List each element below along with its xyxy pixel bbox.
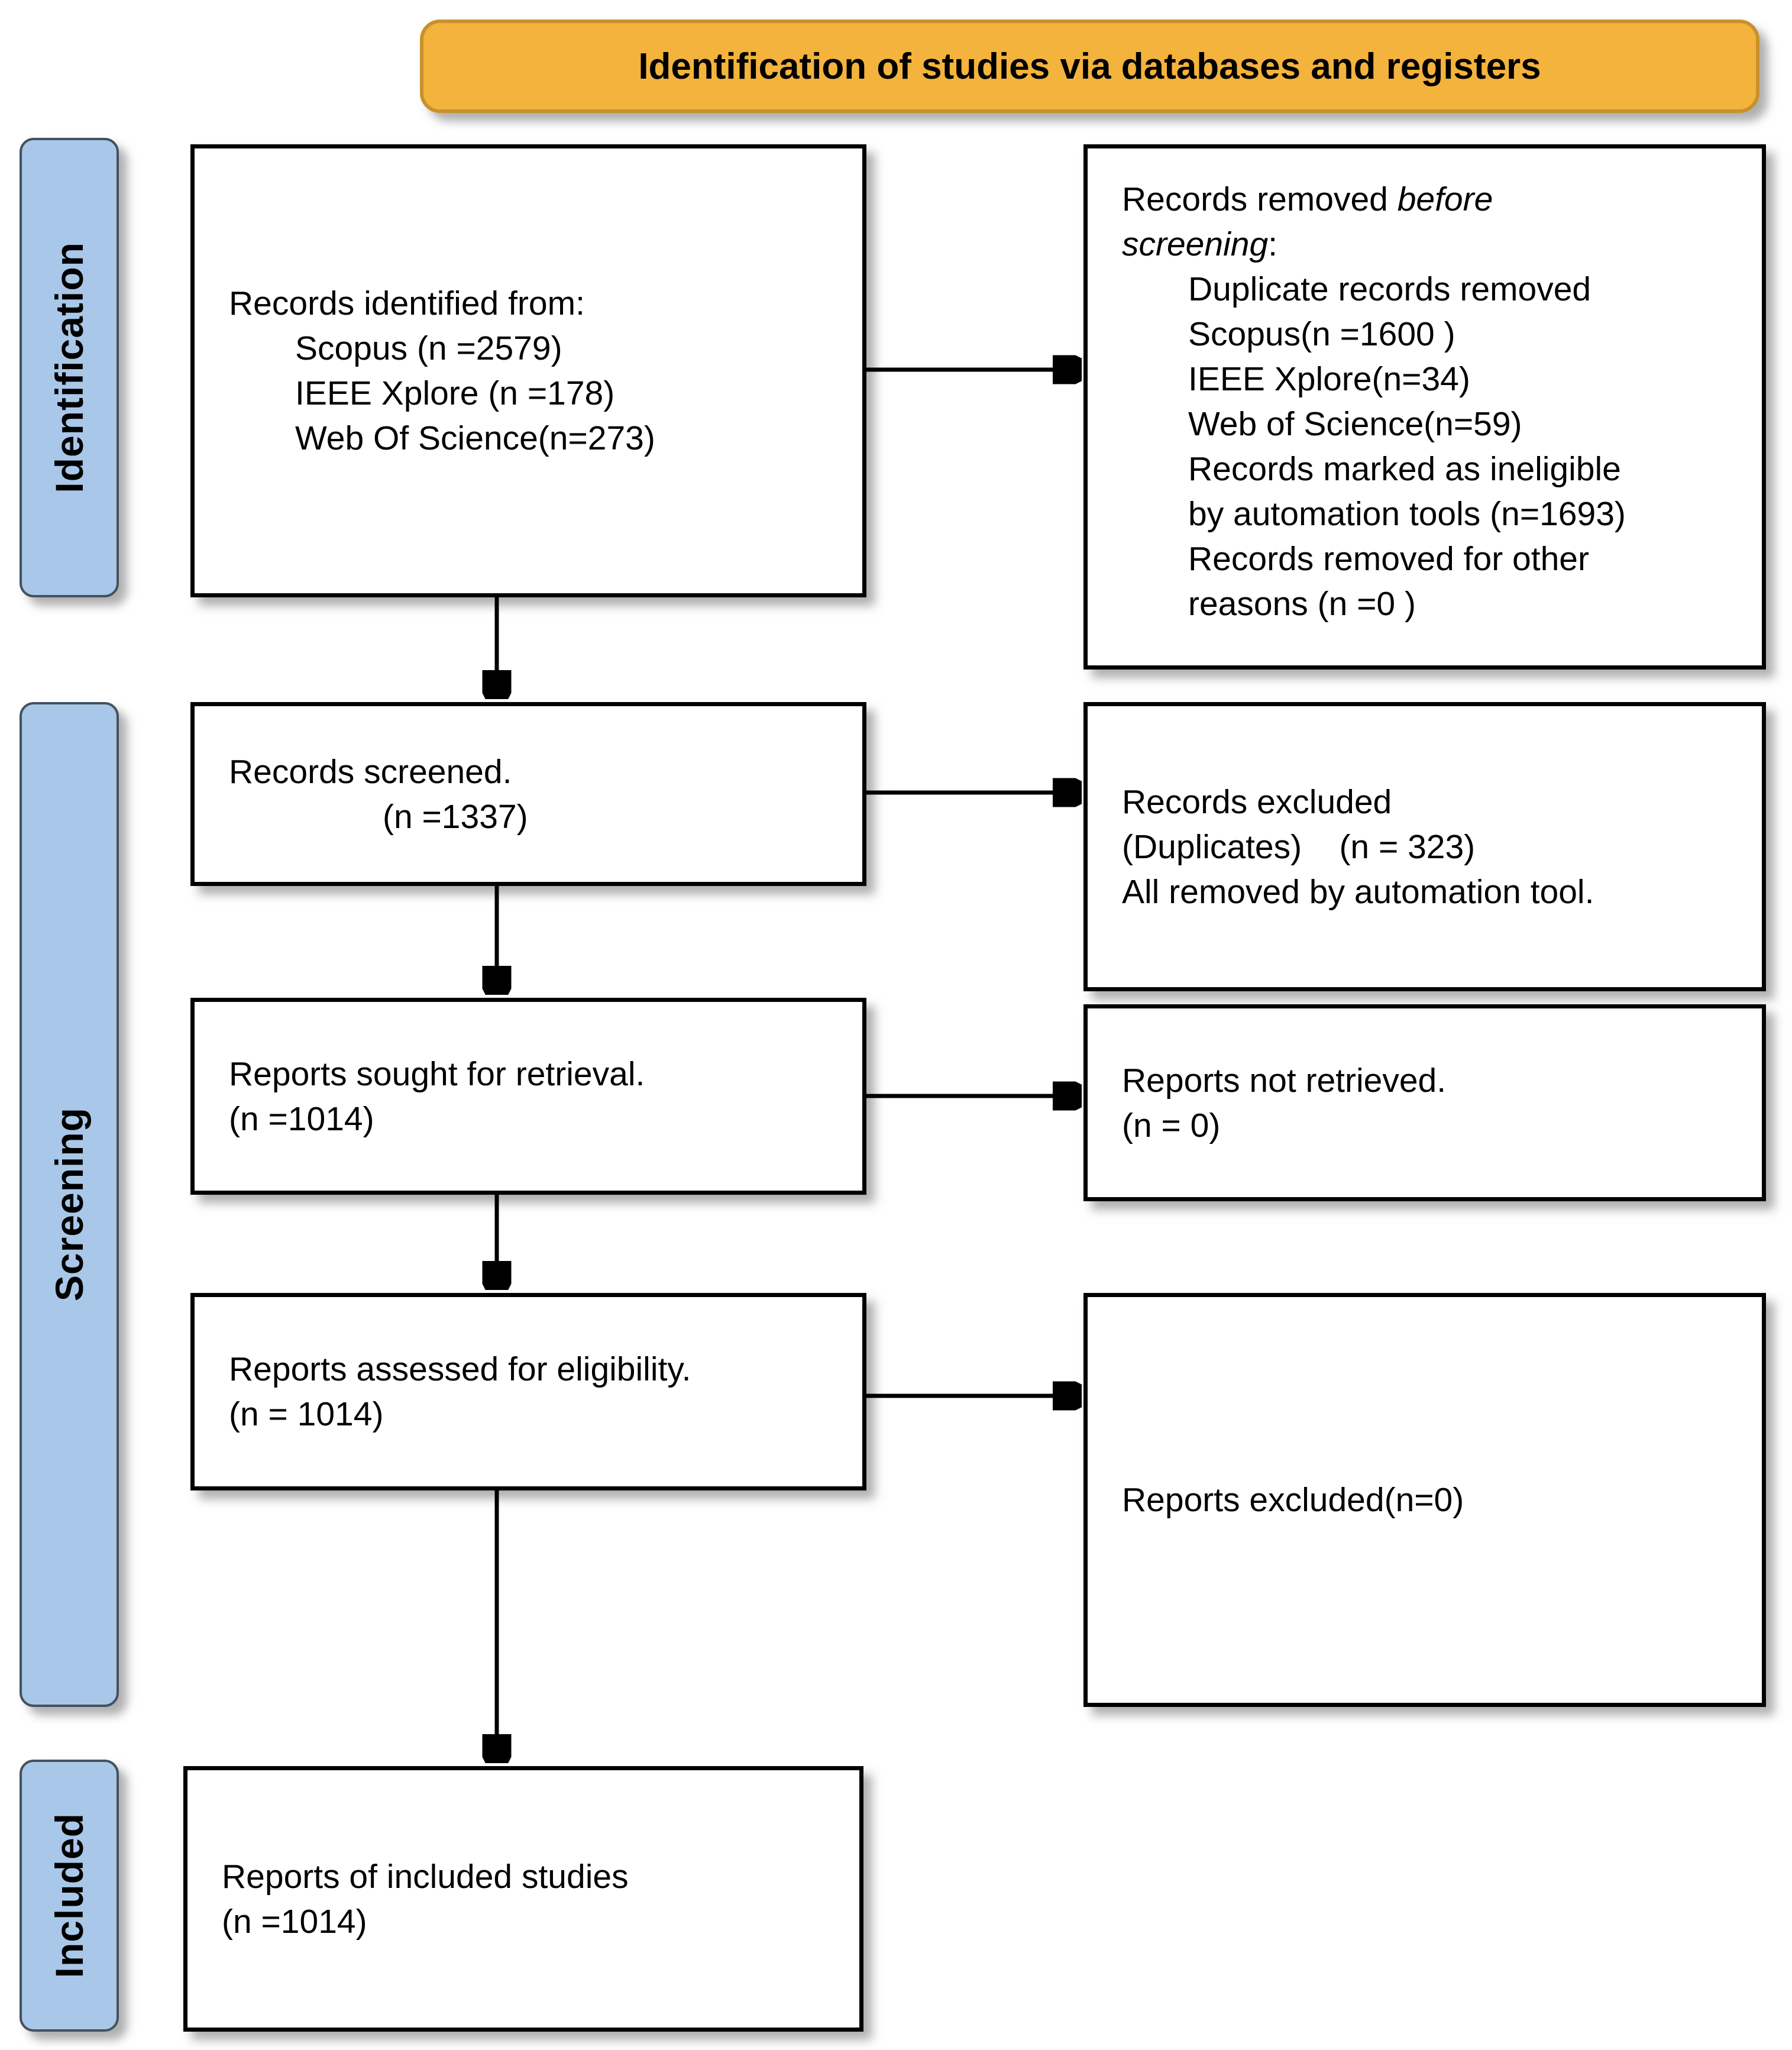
records-removed-italic-before: before: [1397, 180, 1493, 218]
reports-not-retrieved-line1: Reports not retrieved.: [1122, 1061, 1447, 1100]
reports-included-line1: Reports of included studies: [222, 1857, 629, 1896]
records-removed-ieee: IEEE Xplore(n=34): [1188, 360, 1470, 398]
phase-included-label: Included: [47, 1813, 91, 1978]
box-reports-sought: [190, 998, 866, 1195]
reports-excluded-line1: Reports excluded(n=0): [1122, 1481, 1464, 1519]
phase-screening-label: Screening: [47, 1107, 91, 1302]
records-removed-ineligible-2: by automation tools (n=1693): [1188, 495, 1626, 533]
reports-assessed-count: (n = 1014): [229, 1395, 384, 1433]
records-identified-wos: Web Of Science(n=273): [295, 419, 655, 457]
records-identified-heading: Records identified from:: [229, 284, 585, 322]
box-reports-assessed: [190, 1293, 866, 1490]
reports-sought-count: (n =1014): [229, 1100, 374, 1138]
box-reports-included: [183, 1766, 863, 2032]
records-removed-wos: Web of Science(n=59): [1188, 405, 1522, 443]
records-identified-ieee: IEEE Xplore (n =178): [295, 374, 615, 412]
box-records-removed: [1083, 144, 1766, 670]
records-identified-scopus: Scopus (n =2579): [295, 329, 562, 367]
records-removed-ineligible-1: Records marked as ineligible: [1188, 450, 1621, 488]
records-screened-count: (n =1337): [383, 797, 528, 836]
box-reports-excluded: [1083, 1293, 1766, 1707]
records-removed-other-1: Records removed for other: [1188, 540, 1589, 578]
phase-included: [20, 1760, 119, 2032]
records-removed-heading-line2: screening:: [1122, 225, 1277, 263]
reports-sought-line1: Reports sought for retrieval.: [229, 1055, 645, 1093]
phase-identification-label: Identification: [47, 242, 91, 493]
diagram-title-banner: [420, 20, 1759, 113]
reports-not-retrieved-count: (n = 0): [1122, 1106, 1221, 1144]
phase-identification: [20, 138, 119, 597]
phase-screening: [20, 702, 119, 1707]
records-removed-other-2: reasons (n =0 ): [1188, 585, 1416, 623]
reports-assessed-line1: Reports assessed for eligibility.: [229, 1350, 691, 1388]
box-records-identified: [190, 144, 866, 597]
box-reports-not-retrieved: [1083, 1004, 1766, 1201]
records-excluded-line2: (Duplicates) (n = 323): [1122, 827, 1476, 866]
records-screened-line1: Records screened.: [229, 752, 512, 791]
records-removed-duplicates: Duplicate records removed: [1188, 270, 1592, 308]
records-excluded-line1: Records excluded: [1122, 783, 1392, 821]
box-records-excluded: [1083, 702, 1766, 991]
records-removed-scopus: Scopus(n =1600 ): [1188, 315, 1455, 353]
records-excluded-line3: All removed by automation tool.: [1122, 872, 1594, 911]
records-removed-heading-line1: Records removed before: [1122, 180, 1493, 218]
reports-included-count: (n =1014): [222, 1902, 367, 1941]
records-removed-italic-screening: screening: [1122, 225, 1269, 263]
box-records-screened: [190, 702, 866, 886]
diagram-title: Identification of studies via databases and registers: [638, 46, 1541, 87]
